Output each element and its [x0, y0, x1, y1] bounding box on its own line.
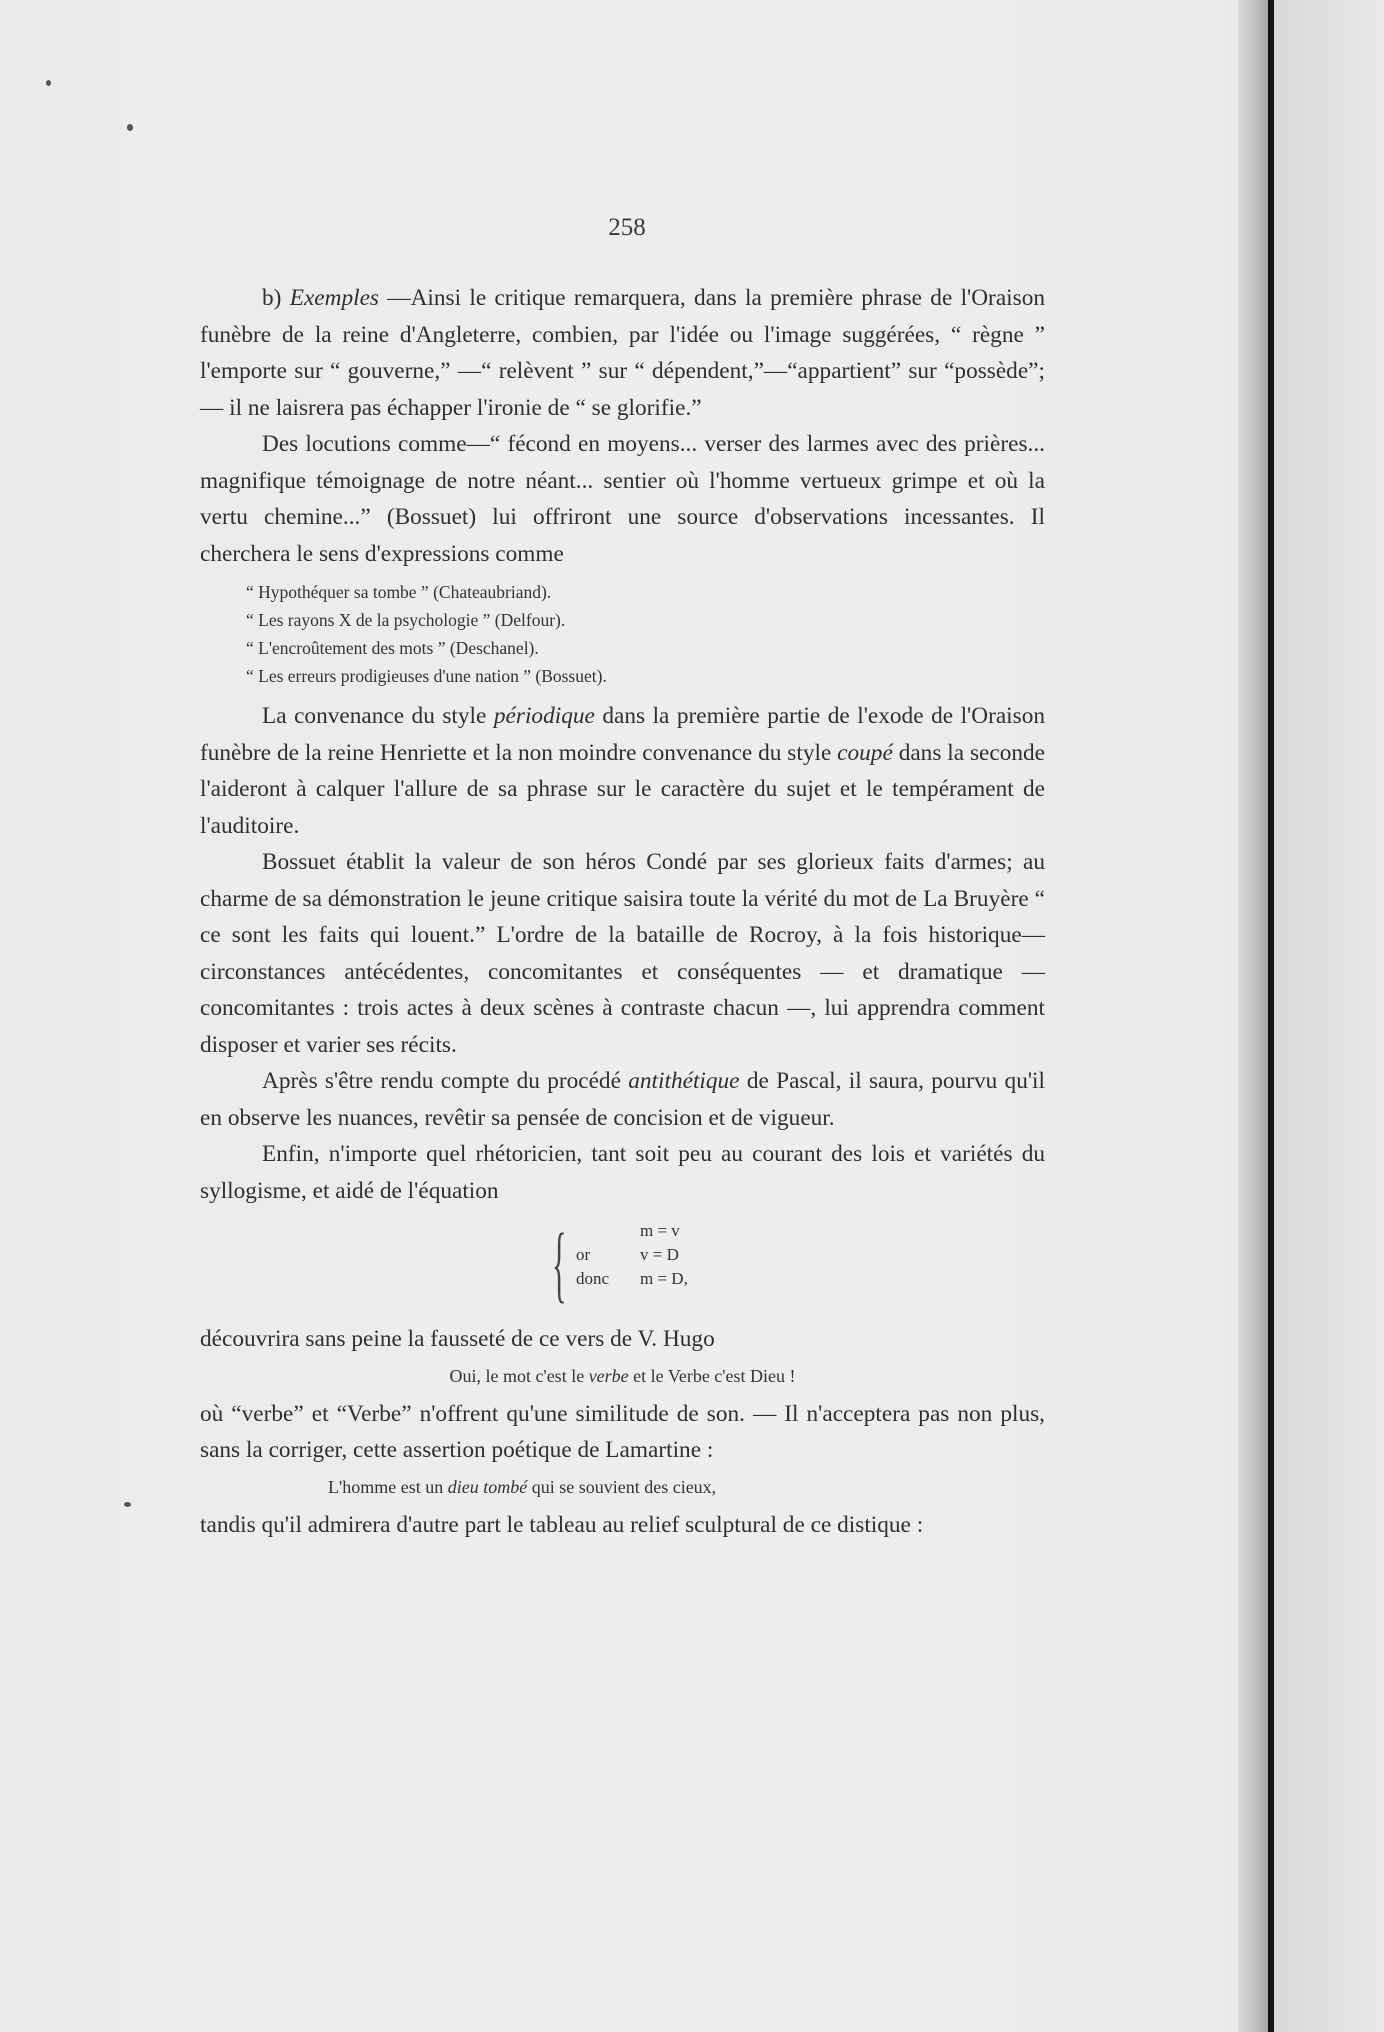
equation-word-or: or	[576, 1245, 591, 1264]
paragraph-text: La convenance du style	[262, 703, 494, 729]
adjacent-page-edge	[1274, 0, 1384, 2032]
quote-item: “ Les erreurs prodigieuses d'une nation ” (Bossuet).	[246, 666, 607, 686]
syllogism-equation	[200, 1217, 1045, 1317]
equation-line-1: m = v	[640, 1221, 680, 1240]
verse-text: qui se souvient des cieux,	[527, 1476, 717, 1497]
emphasis-verbe: verbe	[588, 1365, 629, 1386]
paragraph-hugo-intro: découvrira sans peine la fausseté de ce vers de V. Hugo	[200, 1326, 715, 1352]
brace-symbol: {	[552, 1215, 567, 1311]
page-number: 258	[608, 214, 646, 241]
equation-line-3: m = D,	[640, 1269, 688, 1288]
verse-hugo	[200, 1360, 1045, 1392]
equation-lines	[640, 1219, 688, 1291]
emphasis-dieu-tombe: dieu tombé	[447, 1476, 528, 1497]
emphasis-periodique: périodique	[493, 703, 595, 729]
verse-lamartine	[200, 1471, 1045, 1503]
page-body	[200, 280, 1045, 1543]
equation-words	[576, 1243, 609, 1291]
verse-text: L'homme est un	[328, 1476, 448, 1497]
emphasis-coupe: coupé	[837, 739, 893, 766]
quote-item: “ L'encroûtement des mots ” (Deschanel).	[246, 638, 539, 658]
paragraph-convenance	[200, 698, 1045, 844]
quote-list	[246, 578, 1045, 690]
scan-speck	[46, 80, 51, 86]
paragraph-text: Après s'être rendu compte du procédé	[262, 1068, 629, 1094]
paragraph-syllogisme: Enfin, n'importe quel rhétoricien, tant soit peu au courant des lois et variétés du syllogisme, et aidé de l'équation	[200, 1141, 1045, 1204]
paragraph-pascal	[200, 1063, 1045, 1136]
verse-text: et le Verbe c'est Dieu !	[628, 1365, 796, 1386]
equation-word-donc: donc	[576, 1269, 610, 1288]
quote-item: “ Hypothéquer sa tombe ” (Chateaubriand).	[246, 582, 552, 602]
scan-speck	[127, 124, 133, 131]
paragraph-bossuet: Bossuet établit la valeur de son héros Condé par ses glorieux faits d'armes; au charme de sa démonstration le jeune critique saisira toute la vérité du mot de La Bruyère “ ce sont les faits qui louent.” L'ordre de la bataille de Rocroy, à la fois historique—circonstances antécédentes, concomitantes et conséquentes — et dramatique — concomitantes : trois actes à deux scènes à contraste chacun —, lui apprendra comment disposer et varier ses récits.	[200, 849, 1045, 1058]
paragraph-exemples	[200, 280, 1045, 426]
equation-line-2: v = D	[640, 1245, 679, 1264]
exemples-heading: Exemples	[289, 285, 379, 311]
paragraph-text: de Pascal, il saura, pourvu qu'il en observe les nuances, revêtir sa pensée de concision et de vigueur.	[200, 1068, 1045, 1131]
paragraph-text: dans la première partie de l'exode de l'Oraison funèbre de la reine Henriette et la non moindre convenance du style	[200, 703, 1046, 766]
verse-text: Oui, le mot c'est le	[449, 1365, 589, 1386]
paragraph-locutions: Des locutions comme—“ fécond en moyens... verser des larmes avec des prières... magnifique témoignage de notre néant... sentier où l'homme vertueux grimpe et où la vertu chemine...” (Bossuet) lui offriront une source d'observations incessantes. Il cherchera le sens d'expressions comme	[200, 431, 1045, 567]
quote-item: “ Les rayons X de la psychologie ” (Delfour).	[246, 610, 566, 630]
paragraph-distique: tandis qu'il admirera d'autre part le tableau au relief sculptural de ce distique :	[200, 1511, 924, 1538]
scan-speck	[124, 1502, 131, 1507]
paragraph-verbe: où “verbe” et “Verbe” n'offrent qu'une similitude de son. — Il n'acceptera pas non plus, sans la corriger, cette assertion poétique de Lamartine :	[200, 1400, 1045, 1463]
paragraph-text: dans la seconde l'aideront à calquer l'allure de sa phrase sur le caractère du sujet et le tempérament de l'auditoire.	[200, 739, 1045, 839]
paragraph-label: b)	[262, 285, 282, 311]
emphasis-antithetique: antithétique	[628, 1068, 740, 1094]
paragraph-text: —Ainsi le critique remarquera, dans la première phrase de l'Oraison funèbre de la reine d'Angleterre, combien, par l'idée ou l'image suggérées, “ règne ” l'emporte sur “ gouverne,” —“ relèvent ” sur “ dépendent,”—“appartient” sur “possède”;— il ne laisrera pas échapper l'ironie de “ se glorifie.”	[200, 285, 1045, 421]
